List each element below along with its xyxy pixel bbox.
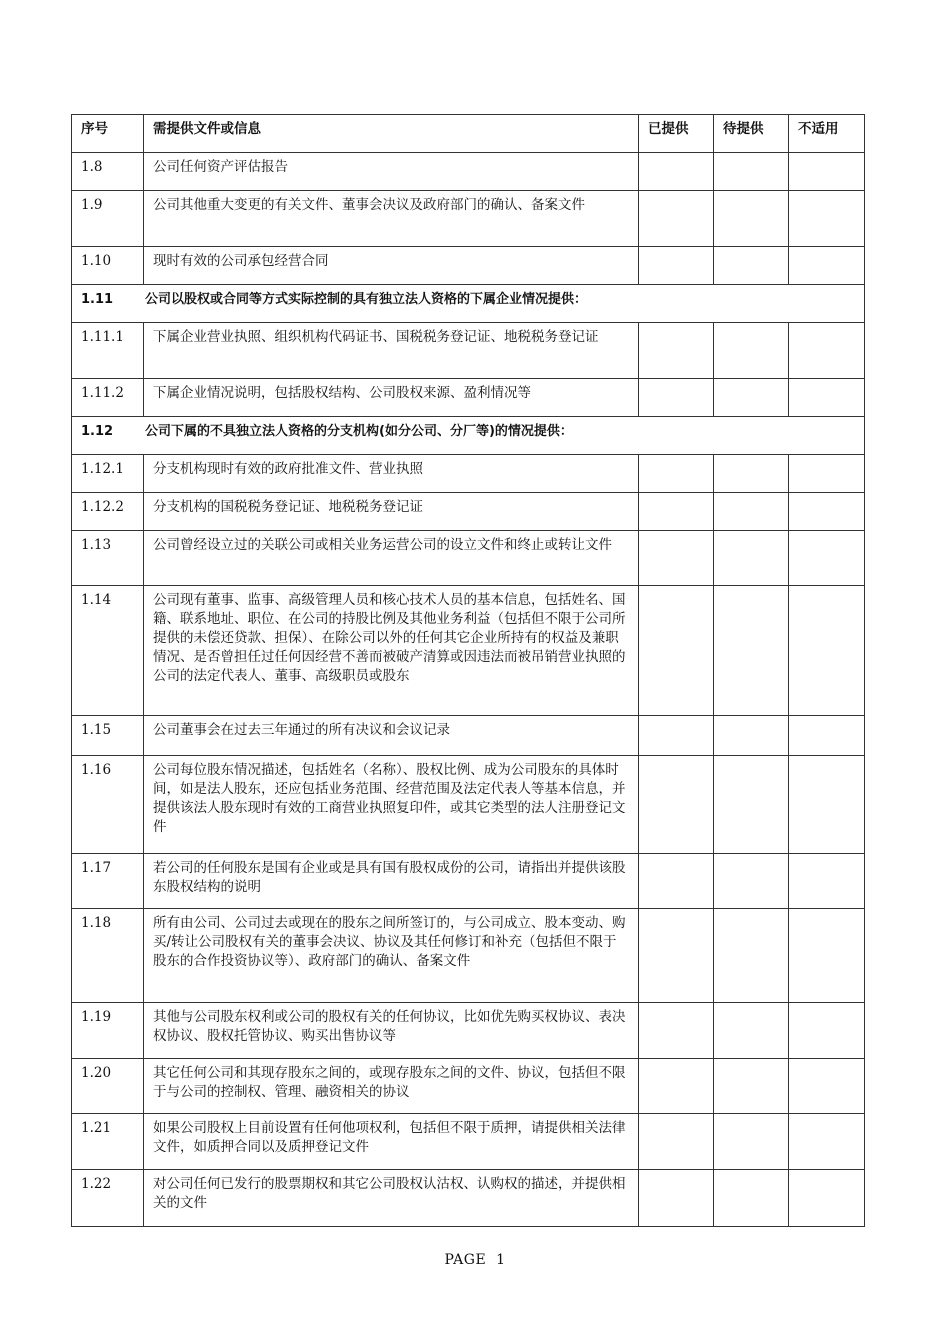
row-description: 公司任何资产评估报告: [144, 153, 639, 191]
pending-cell[interactable]: [714, 379, 789, 417]
row-description: 下属企业情况说明，包括股权结构、公司股权来源、盈利情况等: [144, 379, 639, 417]
provided-cell[interactable]: [639, 854, 714, 909]
table-row: [72, 1003, 865, 1059]
not-applicable-cell[interactable]: [789, 1170, 865, 1227]
row-description: [144, 756, 639, 854]
provided-cell[interactable]: [639, 323, 714, 379]
pending-cell[interactable]: [714, 493, 789, 531]
not-applicable-cell[interactable]: [789, 531, 865, 586]
provided-cell[interactable]: [639, 756, 714, 854]
pending-cell[interactable]: [714, 191, 789, 247]
row-number: 1.21: [72, 1114, 144, 1170]
row-description: 其他与公司股东权利或公司的股权有关的任何协议，比如优先购买权协议、表决权协议、股权托管协议、购买出售协议等: [144, 1003, 639, 1059]
pending-cell[interactable]: [714, 756, 789, 854]
not-applicable-cell[interactable]: [789, 191, 865, 247]
pending-cell[interactable]: [714, 1003, 789, 1059]
row-description: 公司其他重大变更的有关文件、董事会决议及政府部门的确认、备案文件: [144, 191, 639, 247]
row-number: 1.12.1: [72, 455, 144, 493]
table-row: [72, 191, 865, 247]
row-number: 1.14: [72, 586, 144, 716]
row-number: 1.12.2: [72, 493, 144, 531]
not-applicable-cell[interactable]: [789, 586, 865, 716]
table-row: [72, 531, 865, 586]
row-description-part: 现时有效的: [247, 800, 315, 816]
header-serial-number: 序号: [72, 115, 144, 153]
table-row: [72, 756, 865, 854]
provided-cell[interactable]: [639, 909, 714, 1003]
header-not-applicable: 不适用: [789, 115, 865, 153]
provided-cell[interactable]: [639, 1003, 714, 1059]
section-heading: [72, 285, 865, 323]
provided-cell[interactable]: [639, 247, 714, 285]
pending-cell[interactable]: [714, 1114, 789, 1170]
section-heading: [72, 417, 865, 455]
table-row: [72, 455, 865, 493]
not-applicable-cell[interactable]: [789, 247, 865, 285]
row-description: 如果公司股权上目前设置有任何他项权利，包括但不限于质押，请提供相关法律文件，如质押合同以及质押登记文件: [144, 1114, 639, 1170]
header-required-documents: 需提供文件或信息: [144, 115, 639, 153]
due-diligence-checklist-table: [71, 114, 865, 1227]
row-number: 1.11.2: [72, 379, 144, 417]
not-applicable-cell[interactable]: [789, 909, 865, 1003]
row-number: 1.16: [72, 756, 144, 854]
table-row: [72, 247, 865, 285]
row-description: 若公司的任何股东是国有企业或是具有国有股权成份的公司，请指出并提供该股东股权结构的说明: [144, 854, 639, 909]
pending-cell[interactable]: [714, 716, 789, 756]
row-description: 公司董事会在过去三年通过的所有决议和会议记录: [144, 716, 639, 756]
row-description: 对公司任何已发行的股票期权和其它公司股权认沽权、认购权的描述，并提供相关的文件: [144, 1170, 639, 1227]
row-number: 1.18: [72, 909, 144, 1003]
table-row: [72, 716, 865, 756]
not-applicable-cell[interactable]: [789, 379, 865, 417]
table-row: [72, 1114, 865, 1170]
provided-cell[interactable]: [639, 531, 714, 586]
pending-cell[interactable]: [714, 323, 789, 379]
pending-cell[interactable]: [714, 909, 789, 1003]
not-applicable-cell[interactable]: [789, 716, 865, 756]
not-applicable-cell[interactable]: [789, 1059, 865, 1114]
row-description: 公司曾经设立过的关联公司或相关业务运营公司的设立文件和终止或转让文件: [144, 531, 639, 586]
pending-cell[interactable]: [714, 153, 789, 191]
pending-cell[interactable]: [714, 1059, 789, 1114]
pending-cell[interactable]: [714, 531, 789, 586]
provided-cell[interactable]: [639, 586, 714, 716]
not-applicable-cell[interactable]: [789, 1114, 865, 1170]
section-row: [72, 285, 865, 323]
not-applicable-cell[interactable]: [789, 323, 865, 379]
not-applicable-cell[interactable]: [789, 756, 865, 854]
table-row: [72, 493, 865, 531]
not-applicable-cell[interactable]: [789, 455, 865, 493]
table-row: [72, 153, 865, 191]
provided-cell[interactable]: [639, 455, 714, 493]
row-number: 1.8: [72, 153, 144, 191]
row-number: 1.13: [72, 531, 144, 586]
not-applicable-cell[interactable]: [789, 854, 865, 909]
section-title: 公司以股权或合同等方式实际控制的具有独立法人资格的下属企业情况提供：: [145, 292, 588, 307]
provided-cell[interactable]: [639, 493, 714, 531]
section-row: [72, 417, 865, 455]
section-number: 1.12: [81, 424, 114, 439]
row-description: 其它任何公司和其现存股东之间的，或现存股东之间的文件、协议，包括但不限于与公司的控制权、管理、融资相关的协议: [144, 1059, 639, 1114]
provided-cell[interactable]: [639, 1059, 714, 1114]
table-row: [72, 379, 865, 417]
table-header-row: [72, 115, 865, 153]
header-pending: 待提供: [714, 115, 789, 153]
row-description: 分支机构的国税税务登记证、地税税务登记证: [144, 493, 639, 531]
table-row: [72, 323, 865, 379]
row-description: 分支机构现时有效的政府批准文件、营业执照: [144, 455, 639, 493]
row-number: 1.15: [72, 716, 144, 756]
table-row: [72, 1059, 865, 1114]
provided-cell[interactable]: [639, 379, 714, 417]
not-applicable-cell[interactable]: [789, 153, 865, 191]
provided-cell[interactable]: [639, 153, 714, 191]
section-number: 1.11: [81, 292, 114, 307]
row-description: 现时有效的公司承包经营合同: [144, 247, 639, 285]
table-row: [72, 854, 865, 909]
not-applicable-cell[interactable]: [789, 1003, 865, 1059]
table-row: [72, 1170, 865, 1227]
row-description-part: 工商: [315, 800, 342, 816]
row-description: 所有由公司、公司过去或现在的股东之间所签订的，与公司成立、股本变动、购买/转让公司股权有关的董事会决议、协议及其任何修订和补充（包括但不限于股东的合作投资协议等）、政府部门的确认、备案文件: [144, 909, 639, 1003]
section-title: 公司下属的不具独立法人资格的分支机构(如分公司、分厂等)的情况提供：: [145, 424, 573, 439]
row-number: 1.9: [72, 191, 144, 247]
row-number: 1.11.1: [72, 323, 144, 379]
pending-cell[interactable]: [714, 247, 789, 285]
row-description-part: 公司每位股东情况描述，包括姓名（名称）、股权比例、成为公司股东的具体时间，如是法人股东，还应包括业务范围、经营范围及法定代表人等基本信息，并提供该法人股东: [153, 762, 626, 816]
provided-cell[interactable]: [639, 1114, 714, 1170]
provided-cell[interactable]: [639, 716, 714, 756]
pending-cell[interactable]: [714, 1170, 789, 1227]
header-provided: 已提供: [639, 115, 714, 153]
pending-cell[interactable]: [714, 455, 789, 493]
table-row: [72, 586, 865, 716]
pending-cell[interactable]: [714, 586, 789, 716]
row-number: 1.10: [72, 247, 144, 285]
page-footer: PAGE 1: [444, 1252, 506, 1268]
pending-cell[interactable]: [714, 854, 789, 909]
row-description-part: 营业执照复印件，或其它类型的法人注册登记文件: [153, 800, 626, 835]
table-row: [72, 909, 865, 1003]
row-description: 下属企业营业执照、组织机构代码证书、国税税务登记证、地税税务登记证: [144, 323, 639, 379]
provided-cell[interactable]: [639, 191, 714, 247]
not-applicable-cell[interactable]: [789, 493, 865, 531]
row-number: 1.17: [72, 854, 144, 909]
row-description: 公司现有董事、监事、高级管理人员和核心技术人员的基本信息，包括姓名、国籍、联系地址、职位、在公司的持股比例及其他业务利益（包括但不限于公司所提供的未偿还贷款、担保）、在除公司以外的任何其它企业所持有的权益及兼职情况、是否曾担任过任何因经营不善而被破产清算或因违法而被吊销营业执照的公司的法定代表人、董事、高级职员或股东: [144, 586, 639, 716]
row-number: 1.20: [72, 1059, 144, 1114]
row-number: 1.22: [72, 1170, 144, 1227]
provided-cell[interactable]: [639, 1170, 714, 1227]
row-number: 1.19: [72, 1003, 144, 1059]
